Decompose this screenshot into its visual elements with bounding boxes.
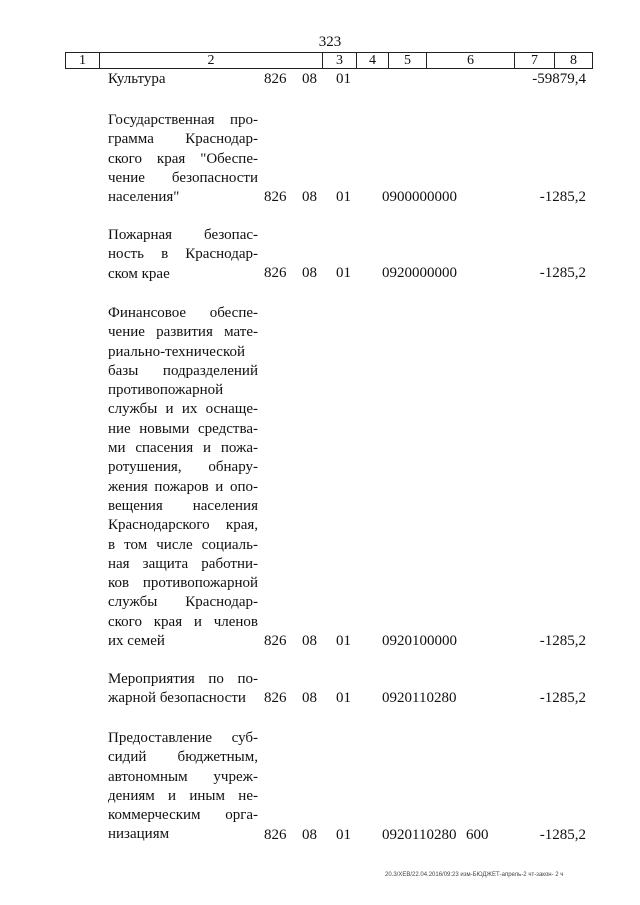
cell-col-8: -1285,2 [539,633,586,649]
description-line: службы и их оснаще- [108,401,258,418]
description-line: ние новыми средства- [108,420,258,437]
cell-col-3: 826 [264,690,287,706]
col-header-4: 4 [357,53,389,68]
cell-col-5: 01 [336,189,351,205]
description-line: Финансовое обеспе- [108,305,258,321]
cell-col-4: 08 [302,265,317,281]
description-line: Государственная про- [108,112,258,128]
col-header-3: 3 [323,53,357,68]
description-line: противопожарной [108,382,224,399]
description-line: ротушения, обнару- [108,459,258,476]
row-description [108,670,258,709]
col-header-5: 5 [389,53,427,68]
cell-col-5: 01 [336,827,351,843]
page-number: 323 [318,34,342,50]
cell-col-4: 08 [302,189,317,205]
cell-col-3: 826 [264,827,287,843]
cell-col-3: 826 [264,633,287,649]
cell-col-8: -1285,2 [539,265,586,281]
col-header-8: 8 [570,53,577,68]
cell-col-8: -1285,2 [539,189,586,205]
description-line: автономным учреж- [108,768,258,785]
description-line: риально-технической [108,343,246,360]
description-line: Предоставление суб- [108,730,258,746]
description-line: вещения населения [108,497,258,514]
cell-col-4: 08 [302,827,317,843]
row-description [108,111,258,207]
cell-col-8: -1285,2 [539,690,586,706]
cell-col-6: 0900000000 [382,189,457,205]
cell-col-4: 08 [302,71,317,87]
cell-col-6: 0920000000 [382,265,457,281]
col-header-7: 7 [515,53,555,68]
cell-col-5: 01 [336,71,351,87]
description-line: сидий бюджетным, [108,749,258,766]
description-line: в том числе социаль- [108,536,258,553]
cell-col-6: 0920100000 [382,633,457,649]
description-line: Мероприятия по по- [108,671,258,687]
description-line: низациям [108,826,170,843]
description-line: базы подразделений [108,362,258,379]
description-line: жарной безопасности [108,690,246,707]
cell-col-5: 01 [336,265,351,281]
cell-col-5: 01 [336,633,351,649]
description-line: жения пожаров и опо- [108,478,258,495]
description-line: Культура [108,71,166,87]
cell-col-7: 600 [466,827,489,843]
description-line: дениям и иным не- [108,787,258,804]
cell-col-3: 826 [264,189,287,205]
description-line: ми спасения и пожа- [108,440,258,457]
description-line: грамма Краснодар- [108,131,258,148]
column-header-row [65,52,593,69]
description-line: ная защита работни- [108,555,258,572]
cell-col-4: 08 [302,633,317,649]
description-line: ского края "Обеспе- [108,150,258,167]
row-description [108,729,258,845]
description-line: чение развития мате- [108,324,258,341]
cell-col-3: 826 [264,265,287,281]
cell-col-8: -59879,4 [532,71,586,87]
description-line: ность в Краснодар- [108,246,258,263]
description-line: Пожарная безопас- [108,227,258,243]
col-header-2: 2 [100,53,323,68]
description-line: ков противопожарной [108,575,258,592]
footer-file-stamp: 20.3/ХЕВ/22.04.2016/09:23 изм-БЮДЖЕТ-апрель-2 чт-закон- 2 ч [385,872,564,878]
row-description [108,226,258,284]
col-header-1: 1 [66,53,100,68]
cell-col-6: 0920110280 [382,827,457,843]
description-line: Краснодарского края, [108,517,258,534]
row-description [108,70,258,89]
cell-col-3: 826 [264,71,287,87]
col-header-6: 6 [427,53,515,68]
description-line: чение безопасности [108,169,258,186]
description-line: ском крае [108,265,170,282]
cell-col-4: 08 [302,690,317,706]
cell-col-6: 0920110280 [382,690,457,706]
description-line: коммерческим орга- [108,807,258,824]
description-line: ского края и членов [108,613,258,630]
description-line: населения" [108,189,180,206]
description-line: их семей [108,633,165,650]
cell-col-8: -1285,2 [539,827,586,843]
cell-col-5: 01 [336,690,351,706]
row-description [108,304,258,651]
description-line: службы Краснодар- [108,594,258,611]
